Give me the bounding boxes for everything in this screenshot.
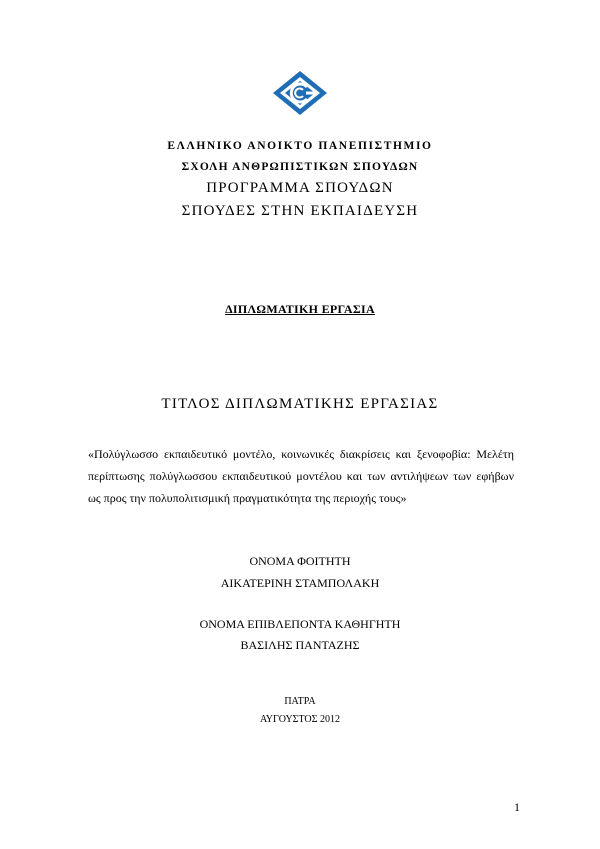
thesis-title-line: ως προς την πολυπολιτισμική πραγματικότητα της περιοχής τους» bbox=[88, 491, 407, 505]
supervisor-name: ΒΑΣΙΛΗΣ ΠΑΝΤΑΖΗΣ bbox=[240, 638, 360, 652]
university-name: ΕΛΛΗΝΙΚΟ ΑΝΟΙΚΤΟ ΠΑΝΕΠΙΣΤΗΜΙΟ bbox=[167, 140, 433, 152]
page-number: 1 bbox=[514, 800, 520, 814]
student-name: ΑΙΚΑΤΕΡΙΝΗ ΣΤΑΜΠΟΛΑΚΗ bbox=[220, 576, 380, 590]
thesis-title-text bbox=[88, 443, 514, 509]
thesis-title-heading: ΤΙΤΛΟΣ ΔΙΠΛΩΜΑΤΙΚΗΣ ΕΡΓΑΣΙΑΣ bbox=[161, 396, 439, 412]
student-label: ΟΝΟΜΑ ΦΟΙΤΗΤΗ bbox=[249, 554, 351, 568]
university-emblem-icon bbox=[272, 70, 328, 116]
supervisor-label: ΟΝΟΜΑ ΕΠΙΒΛΕΠΟΝΤΑ ΚΑΘΗΓΗΤΗ bbox=[199, 617, 401, 631]
thesis-title-line: «Πολύγλωσσο εκπαιδευτικό μοντέλο, κοινωνικές διακρίσεις και ξενοφοβία: Μελέτη bbox=[88, 447, 514, 461]
date: ΑΥΓΟΥΣΤΟΣ 2012 bbox=[260, 714, 340, 725]
thesis-label: ΔΙΠΛΩΜΑΤΙΚΗ ΕΡΓΑΣΙΑ bbox=[225, 302, 375, 316]
city: ΠΑΤΡΑ bbox=[284, 696, 316, 707]
studies-heading: ΣΠΟΥΔΕΣ ΣΤΗΝ ΕΚΠΑΙΔΕΥΣΗ bbox=[181, 203, 419, 219]
program-heading: ΠΡΟΓΡΑΜΜΑ ΣΠΟΥΔΩΝ bbox=[206, 180, 394, 196]
thesis-title-line: περίπτωσης πολύγλωσσου εκπαιδευτικού μοντέλου και των αντιλήψεων των εφήβων bbox=[88, 469, 514, 483]
school-name: ΣΧΟΛΗ ΑΝΘΡΩΠΙΣΤΙΚΩΝ ΣΠΟΥΔΩΝ bbox=[181, 161, 419, 173]
